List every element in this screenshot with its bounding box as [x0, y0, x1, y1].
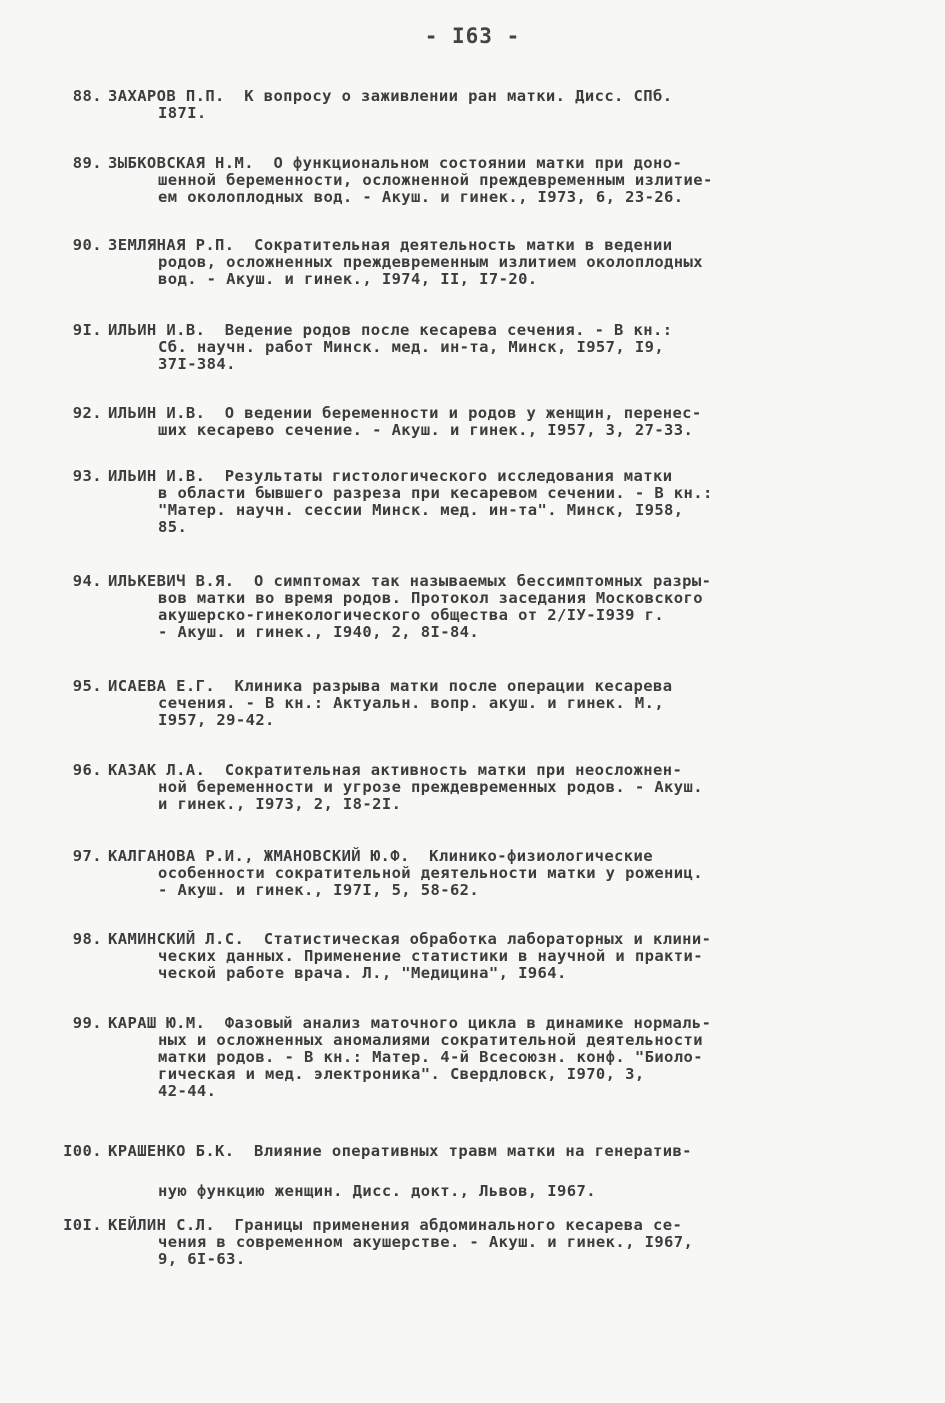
entry-number: 98. — [72, 930, 102, 948]
entry-number: 92. — [72, 404, 102, 422]
entry-text — [108, 848, 920, 899]
entry-line: ЗЕМЛЯНАЯ Р.П. Сократительная деятельность матки в ведении — [108, 236, 673, 254]
entry-number: 89. — [72, 154, 102, 172]
entry-line: ческих данных. Применение статистики в научной и практи- — [158, 947, 703, 965]
entry-number: 94. — [72, 572, 102, 590]
entry-text — [108, 88, 920, 122]
entry-line: 9, 6I-63. — [158, 1250, 246, 1268]
entry-text — [108, 155, 920, 206]
entry-line: матки родов. - В кн.: Матер. 4-й Всесоюзн. конф. "Биоло- — [158, 1048, 703, 1066]
entry-text — [108, 468, 920, 536]
entry-line: - Акуш. и гинек., I940, 2, 8I-84. — [158, 623, 480, 641]
entry-line: КРАШЕНКО Б.К. Влияние оперативных травм матки на генератив- — [108, 1142, 692, 1160]
entry-number: 93. — [72, 467, 102, 485]
entry-text — [108, 322, 920, 373]
entry-line: ную функцию женщин. Дисс. докт., Львов, I967. — [158, 1182, 596, 1200]
entry-text — [108, 931, 920, 982]
entry-number: 95. — [72, 677, 102, 695]
entry-text — [108, 1217, 920, 1268]
entry-number: 99. — [72, 1014, 102, 1032]
entry-text — [108, 573, 920, 641]
entry-number: 96. — [72, 761, 102, 779]
entry-line: КАЛГАНОВА Р.И., ЖМАНОВСКИЙ Ю.Ф. Клинико-физиологические — [108, 847, 653, 865]
entry-number: 97. — [72, 847, 102, 865]
entry-line: 42-44. — [158, 1082, 217, 1100]
entry-number: 9I. — [72, 321, 102, 339]
entry-line: ЗАХАРОВ П.П. К вопросу о заживлении ран матки. Дисс. СПб. — [108, 87, 673, 105]
entry-line: КЕЙЛИН С.Л. Границы применения абдоминального кесарева се- — [108, 1216, 683, 1234]
entry-line: ИСАЕВА Е.Г. Клиника разрыва матки после операции кесарева — [108, 677, 673, 695]
entry-line: - Акуш. и гинек., I97I, 5, 58-62. — [158, 881, 480, 899]
entry-line: родов, осложненных преждевременным излитием околоплодных — [158, 253, 703, 271]
entry-text — [108, 678, 920, 729]
entry-line: ИЛЬИН И.В. Ведение родов после кесарева сечения. - В кн.: — [108, 321, 673, 339]
entry-line: 37I-384. — [158, 355, 236, 373]
entry-number: I00. — [63, 1142, 102, 1160]
entry-line: и гинек., I973, 2, I8-2I. — [158, 795, 402, 813]
entry-text — [108, 237, 920, 288]
entry-number: 90. — [72, 236, 102, 254]
entry-number: I0I. — [63, 1216, 102, 1234]
entry-line: ной беременности и угрозе преждевременных родов. - Акуш. — [158, 778, 703, 796]
entry-number: 88. — [72, 87, 102, 105]
entry-line: в области бывшего разреза при кесаревом сечении. - В кн.: — [158, 484, 713, 502]
entry-line: сечения. - В кн.: Актуальн. вопр. акуш. и гинек. М., — [158, 694, 665, 712]
entry-line: КАМИНСКИЙ Л.С. Статистическая обработка лабораторных и клини- — [108, 930, 712, 948]
entry-line: ных и осложненных аномалиями сократительной деятельности — [158, 1031, 703, 1049]
entry-line: "Матер. научн. сессии Минск. мед. ин-та". Минск, I958, — [158, 501, 684, 519]
entry-line: I87I. — [158, 104, 207, 122]
entry-line: I957, 29-42. — [158, 711, 275, 729]
entry-line: шенной беременности, осложненной преждевременным излитие- — [158, 171, 713, 189]
entry-line: ЗЫБКОВСКАЯ Н.М. О функциональном состоянии матки при доно- — [108, 154, 683, 172]
entry-line: вод. - Акуш. и гинек., I974, II, I7-20. — [158, 270, 538, 288]
entry-line: ИЛЬИН И.В. О ведении беременности и родов у женщин, перенес- — [108, 404, 702, 422]
entry-text — [108, 1015, 920, 1100]
entry-text — [108, 762, 920, 813]
entry-line: вов матки во время родов. Протокол заседания Московского — [158, 589, 703, 607]
entry-text — [108, 405, 920, 439]
entry-line: ших кесарево сечение. - Акуш. и гинек., I957, 3, 27-33. — [158, 421, 694, 439]
entry-line: 85. — [158, 518, 188, 536]
entry-line: ческой работе врача. Л., "Медицина", I964. — [158, 964, 567, 982]
entry-line: особенности сократительной деятельности матки у рожениц. — [158, 864, 703, 882]
entry-line: ИЛЬКЕВИЧ В.Я. О симптомах так называемых бессимптомных разры- — [108, 572, 712, 590]
entry-line: КАЗАК Л.А. Сократительная активность матки при неосложнен- — [108, 761, 683, 779]
entry-line: ем околоплодных вод. - Акуш. и гинек., I973, 6, 23-26. — [158, 188, 684, 206]
page-number: - I63 - — [424, 24, 521, 48]
entry-line: КАРАШ Ю.М. Фазовый анализ маточного цикла в динамике нормаль- — [108, 1014, 712, 1032]
entry-line: чения в современном акушерстве. - Акуш. и гинек., I967, — [158, 1233, 694, 1251]
entry-text — [108, 1131, 920, 1211]
entry-line: акушерско-гинекологического общества от 2/IУ-I939 г. — [158, 606, 665, 624]
entry-line: ИЛЬИН И.В. Результаты гистологического исследования матки — [108, 467, 673, 485]
entry-line: Сб. научн. работ Минск. мед. ин-та, Минск, I957, I9, — [158, 338, 665, 356]
entry-line: гическая и мед. электроника". Свердловск, I970, 3, — [158, 1065, 645, 1083]
